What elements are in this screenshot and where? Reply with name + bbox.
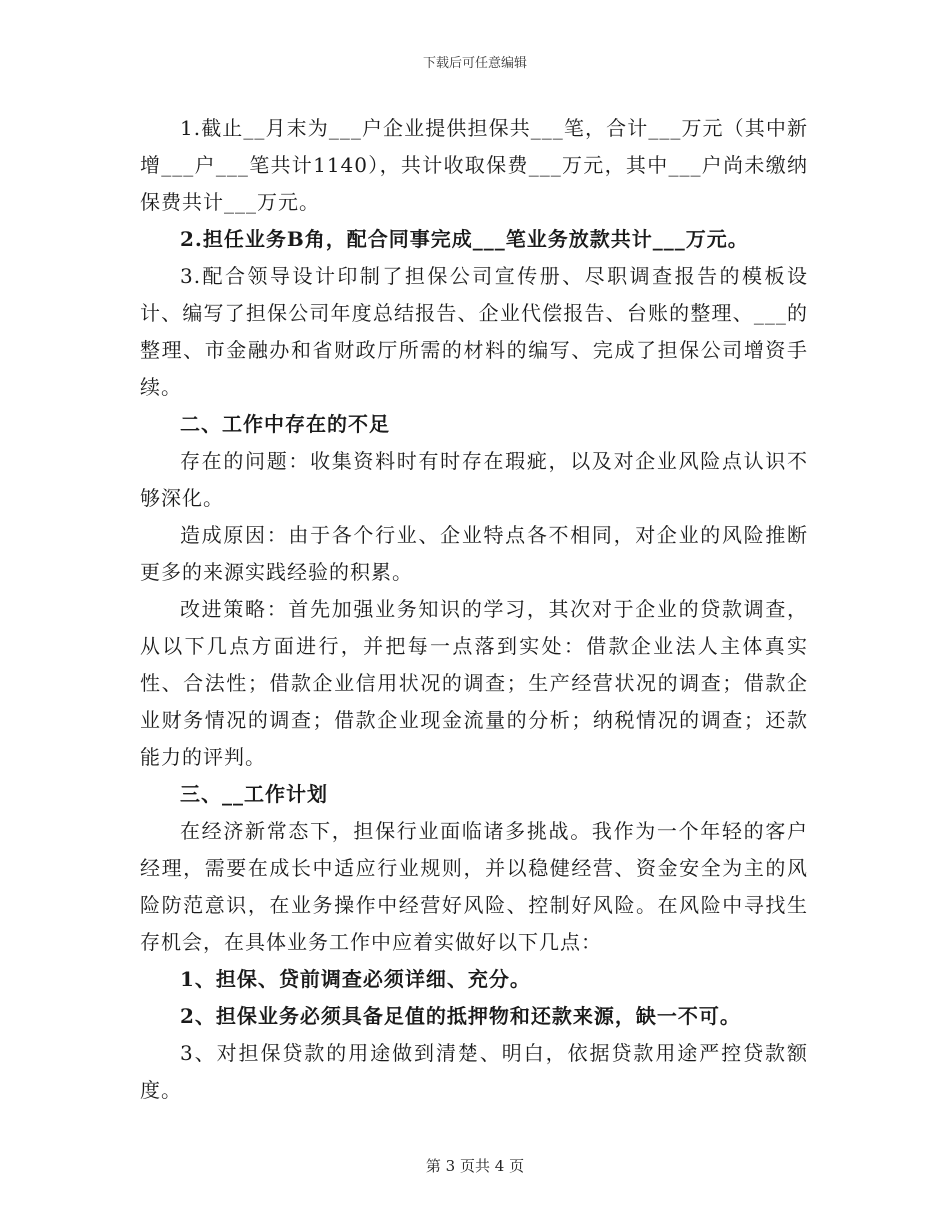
section-heading-shortcomings: 二、工作中存在的不足 xyxy=(180,412,390,436)
paragraph-improvement: 改进策略：首先加强业务知识的学习，其次对于企业的贷款调查，从以下几点方面进行，并把每一点落到实处：借款企业法人主体真实性、合法性；借款企业信用状况的调查；生产经营状况的调查；借款企业财务情况的调查；借款企业现金流量的分析；纳税情况的调查；还款能力的评判。 xyxy=(140,597,808,769)
document-body xyxy=(140,110,808,1109)
plan-item-2: 2、担保业务必须具备足值的抵押物和还款来源，缺一不可。 xyxy=(180,1004,741,1028)
paragraph-causes: 造成原因：由于各个行业、企业特点各不相同，对企业的风险推断更多的来源实践经验的积累。 xyxy=(140,523,808,584)
plan-item-1: 1、担保、贷前调查必须详细、充分。 xyxy=(180,967,531,991)
section-heading-work-plan: 三、__工作计划 xyxy=(180,782,328,806)
paragraph-b-role: 2.担任业务B角，配合同事完成___笔业务放款共计___万元。 xyxy=(180,227,749,251)
plan-item-3: 3、对担保贷款的用途做到清楚、明白，依据贷款用途严控贷款额度。 xyxy=(140,1041,808,1102)
paragraph-plan-intro: 在经济新常态下，担保行业面临诸多挑战。我作为一个年轻的客户经理，需要在成长中适应行业规则，并以稳健经营、资金安全为主的风险防范意识，在业务操作中经营好风险、控制好风险。在风险中寻找生存机会，在具体业务工作中应着实做好以下几点： xyxy=(140,819,808,954)
paragraph-problems: 存在的问题：收集资料时有时存在瑕疵，以及对企业风险点认识不够深化。 xyxy=(140,449,808,510)
page-footer: 第 3 页共 4 页 xyxy=(425,1157,525,1175)
page-header: 下载后可任意编辑 xyxy=(422,56,527,71)
paragraph-design-work: 3.配合领导设计印制了担保公司宣传册、尽职调查报告的模板设计、编写了担保公司年度总结报告、企业代偿报告、台账的整理、___的整理、市金融办和省财政厅所需的材料的编写、完成了担保公司增资手续。 xyxy=(140,264,808,399)
paragraph-guarantee-summary: 1.截止__月末为___户企业提供担保共___笔，合计___万元（其中新增___户___笔共计1140），共计收取保费___万元，其中___户尚未缴纳保费共计___万元。 xyxy=(140,116,808,214)
